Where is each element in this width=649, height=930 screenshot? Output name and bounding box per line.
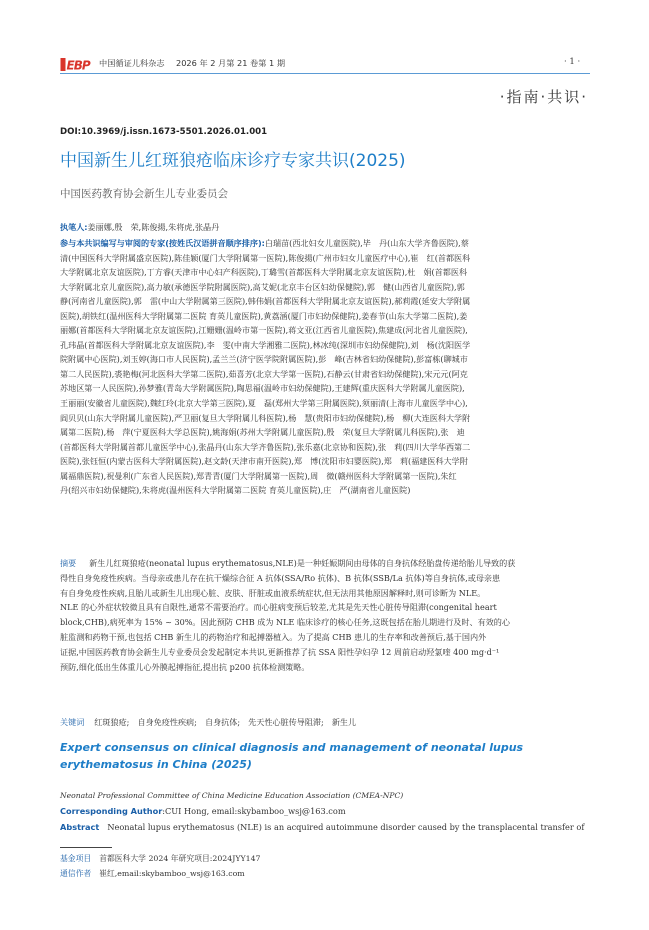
abstract-cn-line: 得性自身免疫性疾病。当母亲或患儿存在抗干燥综合征 A 抗体(SSA/Ro 抗体)、B 抗体(SSB/La 抗体)等自身抗体,或母亲患 <box>60 572 501 583</box>
authors-label: 执笔人: <box>60 222 88 232</box>
experts-line: 孔玮晶(首都医科大学附属北京友谊医院),李 雯(中南大学湘雅二医院),林冰纯(深圳市妇幼保健院),刘 杨(沈阳医学 <box>60 339 471 350</box>
experts-line: 丽娜(首都医科大学附属北京友谊医院),江姗姗(温岭市第一医院),蒋文亚(江西省儿童医院),焦建成(河北省儿童医院), <box>60 325 468 336</box>
experts-line: 大学附属北京友谊医院),丁方睿(天津市中心妇产科医院),丁璐雪(首都医科大学附属北京友谊医院),杜 娟(首都医科 <box>60 267 468 278</box>
abstract-en <box>60 822 584 832</box>
experts-line: 丹(绍兴市妇幼保健院),朱将虎(温州医科大学附属第二医院 育英儿童医院),庄 严(湖南省儿童医院) <box>60 485 411 496</box>
abstract-en-label: Abstract <box>60 822 100 832</box>
keywords-cn-text: 红斑狼疮; 自身免疫性疾病; 自身抗体; 先天性心脏传导阻滞; 新生儿 <box>94 717 357 727</box>
page-number: · 1 · <box>564 57 581 67</box>
abstract-cn-line: 脏监测和药物干预,也包括 CHB 新生儿的药物治疗和起搏器植入。为了提高 CHB 患儿的生存率和改善预后,基于国内外 <box>60 631 487 642</box>
experts-line: 院附属中心医院),刘玉婷(海口市人民医院),孟兰兰(济宁医学院附属医院),彭 峰(吉林省妇幼保健院),彭富栋(聊城市 <box>60 354 468 365</box>
keywords-cn-label: 关键词 <box>60 717 85 727</box>
keywords-cn <box>60 717 356 728</box>
funding-label: 基金项目 <box>60 854 92 863</box>
experts-line: 医院),胡铁红(温州医科大学附属第二医院 育英儿童医院),黄荔涵(厦门市妇幼保健院),姜春节(山东大学第二医院),姜 <box>60 310 468 321</box>
corresponding-author <box>60 806 346 816</box>
experts-line: 王丽丽(安徽省儿童医院),魏红玲(北京大学第三医院),夏 磊(郑州大学第三附属医院),须丽清(上海市儿童医学中心), <box>60 398 468 409</box>
abstract-cn-line: NLE 的心外症状较微且具有自限性,通常不需要治疗。而心脏病变预后较差,尤其是先天性心脏传导阻滞(congenital heart <box>60 602 497 613</box>
experts-line: (首都医科大学附属首都儿童医学中心),张晶丹(山东大学齐鲁医院),张乐嘉(北京协和医院),张 莉(四川大学华西第二 <box>60 441 471 452</box>
experts-line: 静(河南省儿童医院),郭 雷(中山大学附属第三医院),韩伟娟(首都医科大学附属北京友谊医院),郝莉霞(延安大学附属 <box>60 296 471 307</box>
article-title-cn: 中国新生儿红斑狼疮临床诊疗专家共识(2025) <box>60 151 406 171</box>
experts-line <box>60 236 470 251</box>
funding-value: 首都医科大学 2024 年研究项目:2024JYY147 <box>99 854 261 863</box>
experts-line: 苏地区第一人民医院),孙梦雅(青岛大学附属医院),陶思福(温岭市妇幼保健院),王建辉(重庆医科大学附属儿童医院), <box>60 383 465 394</box>
header-divider <box>60 73 590 74</box>
abstract-cn-line: block,CHB),病死率为 15% ~ 30%。因此预防 CHB 成为 NLE 临床诊疗的核心任务,这既包括在胎儿期进行及时、有效的心 <box>60 617 510 628</box>
contact-note <box>60 868 245 879</box>
abstract-cn-line: 有自身免疫性疾病,且胎儿或新生儿出现心脏、皮肤、肝脏或血液系统症状,但无法用其他原因解释时,则可诊断为 NLE。 <box>60 587 486 598</box>
experts-line: 属第二医院),杨 萍(宁夏医科大学总医院),姚海娟(苏州大学附属儿童医院),殷 荣(复旦大学附属儿科医院),张 迪 <box>60 427 465 438</box>
authors-names: 姜丽娜,殷 荣,陈俊揚,朱将虎,张晶丹 <box>87 222 220 232</box>
corresponding-label: Corresponding Author <box>60 806 163 816</box>
journal-logo <box>60 57 98 72</box>
journal-name: 中国循证儿科杂志 <box>99 58 165 68</box>
section-tag: ·指南·共识· <box>499 88 588 106</box>
experts-line: 大学附属北京儿童医院),高力敏(承德医学院附属医院),高艾妮(北京丰台区妇幼保健院),郭 健(山西省儿童医院),郭 <box>60 281 465 292</box>
experts-label: 参与本共识编写与审阅的专家(按姓氏汉语拼音顺序排序): <box>60 238 265 248</box>
experts-line: 第二人民医院),裘艳梅(河北医科大学第二医院),茹喜芳(北京大学第一医院),石静云(甘肃省妇幼保健院),宋元元(阿克 <box>60 368 468 379</box>
abstract-cn <box>60 556 515 674</box>
experts-line: 医院),张钰恒(内蒙古医科大学附属医院),赵文龄(天津市南开医院),郑 博(沈阳市妇婴医院),郑 莉(福建医科大学附 <box>60 456 468 467</box>
experts-block <box>60 236 470 498</box>
footnote-divider <box>60 847 112 848</box>
issue-info: 2026 年 2 月第 21 卷第 1 期 <box>176 58 286 68</box>
contact-value[interactable]: 崔红,email:skybamboo_wsj@163.com <box>99 869 245 878</box>
abstract-cn-label: 摘要 <box>60 558 77 568</box>
abstract-cn-line: 预防,细化低出生体重儿心外膜起搏指征,提出抗 p200 抗体检测策略。 <box>60 661 310 672</box>
organization-cn: 中国医药教育协会新生儿专业委员会 <box>60 188 228 200</box>
abstract-en-text: Neonatal lupus erythematosus (NLE) is an acquired autoimmune disorder caused by the transplacental transfer of <box>107 822 585 832</box>
abstract-cn-line: 证据,中国医药教育协会新生儿专业委员会发起制定本共识,更新推荐了抗 SSA 阳性孕妇孕 12 周前启动羟氯喹 400 mg·d⁻¹ <box>60 646 500 657</box>
article-title-en: Expert consensus on clinical diagnosis and management of neonatal lupus erythematosus in China (2025) <box>60 741 524 771</box>
experts-line: 属福鼎医院),祝曼利(广东省人民医院),郑青青(厦门大学附属第一医院),周 微(赣州医科大学附属第一医院),朱红 <box>60 470 457 481</box>
experts-text: 白瑞苗(西北妇女儿童医院),毕 丹(山东大学齐鲁医院),蔡 <box>264 238 469 248</box>
corresponding-value: :CUI Hong, email:skybamboo_wsj@163.com <box>162 806 346 816</box>
abstract-cn-text: 新生儿红斑狼疮(neonatal lupus erythematosus,NLE)是一种妊娠期间由母体的自身抗体经胎盘传递给胎儿导致的获 <box>89 558 516 568</box>
experts-line: 清(中国医科大学附属盛京医院),陈佳颖(厦门大学附属第一医院),陈俊揚(广州市妇女儿童医疗中心),崔 红(首都医科 <box>60 252 471 263</box>
organization-en: Neonatal Professional Committee of China Medicine Education Association (CMEA-NPC) <box>60 791 404 800</box>
experts-line: 阎贝贝(山东大学附属儿童医院),严卫丽(复旦大学附属儿科医院),杨 慧(贵阳市妇幼保健院),杨 柳(大连医科大学附 <box>60 412 471 423</box>
doi[interactable]: DOI:10.3969/j.issn.1673-5501.2026.01.001 <box>60 127 268 137</box>
abstract-cn-line <box>60 556 515 571</box>
svg-text:EBP: EBP <box>66 58 90 72</box>
funding-note <box>60 853 261 864</box>
contact-label: 通信作者 <box>60 869 92 878</box>
authors-line <box>60 220 219 235</box>
